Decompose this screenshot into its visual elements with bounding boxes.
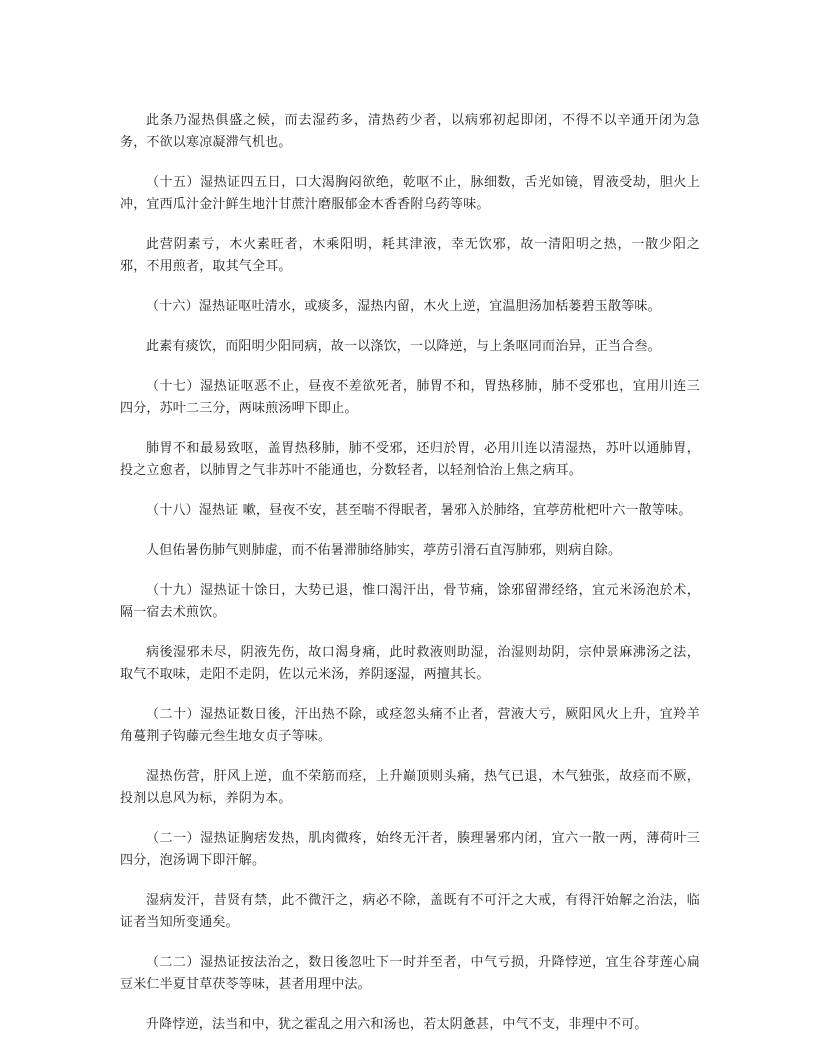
- paragraph-article-16: （十六）湿热证呕吐清水，或痰多，湿热内留，木火上逆，宜温胆汤加栝蒌碧玉散等味。: [146, 299, 661, 314]
- paragraph-commentary: 肺胃不和最易致呕，盖胃热移肺，肺不受邪，还归於胃，必用川连以清湿热，苏叶以通肺胃，投之立愈者，以肺胃之气非苏叶不能通也，分数轻者，以轻剂恰治上焦之病耳。: [120, 441, 700, 478]
- paragraph-article-17: （十七）湿热证呕恶不止，昼夜不差欲死者，肺胃不和，胃热移肺，肺不受邪也，宜用川连三四分，苏叶二三分，两味煎汤呷下即止。: [120, 379, 700, 416]
- paragraph-commentary: 此素有痰饮，而阳明少阳同病，故一以涤饮，一以降逆，与上条呕同而治异，正当合叁。: [146, 339, 661, 354]
- paragraph-article-19: （十九）湿热证十馀日，大势已退，惟口渴汗出，骨节痛，馀邪留滞经络，宜元米汤泡於术，隔一宿去术煎饮。: [120, 583, 700, 620]
- paragraph-article-15: （十五）湿热证四五日，口大渴胸闷欲绝，乾呕不止，脉细数，舌光如镜，胃液受劫，胆火上冲，宜西瓜汁金汁鲜生地汁甘蔗汁磨服郁金木香香附乌药等味。: [120, 175, 700, 212]
- paragraph-commentary: 此营阴素亏，木火素旺者，木乘阳明，耗其津液，幸无饮邪，故一清阳明之热，一散少阳之邪，不用煎者，取其气全耳。: [120, 237, 700, 274]
- paragraph-commentary: 湿热伤营，肝风上逆，血不荣筋而痉，上升巅顶则头痛，热气已退，木气独张，故痉而不厥，投剂以息风为标，养阴为本。: [120, 769, 700, 806]
- paragraph-commentary: 病後湿邪未尽，阴液先伤，故口渴身痛，此时救液则助湿，治湿则劫阴，宗仲景麻沸汤之法，取气不取味，走阳不走阴，佐以元米汤，养阴逐湿，两擅其长。: [120, 645, 700, 682]
- paragraph-article-20: （二十）湿热证数日後，汗出热不除，或痉忽头痛不止者，营液大亏，厥阳风火上升，宜羚羊角蔓荆子钩藤元叁生地女贞子等味。: [120, 707, 700, 744]
- document-page: [120, 110, 700, 1054]
- paragraph-article-21: （二一）湿热证胸痞发热，肌肉微疼，始终无汗者，腠理暑邪内闭，宜六一散一两，薄荷叶三四分，泡汤调下即汗解。: [120, 831, 700, 868]
- paragraph-commentary: 此条乃湿热俱盛之候，而去湿药多，清热药少者，以病邪初起即闭，不得不以辛通开闭为急务，不欲以寒凉凝滞气机也。: [120, 113, 700, 150]
- paragraph-commentary: 人但佑暑伤肺气则肺虚，而不佑暑滞肺络肺实，葶苈引滑石直泻肺邪，则病自除。: [146, 543, 622, 558]
- paragraph-article-22: （二二）湿热证按法治之，数日後忽吐下一时并至者，中气亏损，升降悖逆，宜生谷芽莲心扁豆米仁半夏甘草茯苓等味，甚者用理中法。: [120, 955, 700, 992]
- paragraph-commentary: 湿病发汗，昔贤有禁，此不微汗之，病必不除，盖既有不可汗之大戒，有得汗始解之治法，临证者当知所变通矣。: [120, 893, 700, 930]
- paragraph-commentary: 升降悖逆，法当和中，犹之霍乱之用六和汤也，若太阴惫甚，中气不支，非理中不可。: [146, 1017, 648, 1032]
- paragraph-article-18: （十八）湿热证 嗽，昼夜不安，甚至喘不得眠者，暑邪入於肺络，宜葶苈枇杷叶六一散等味。: [146, 503, 692, 518]
